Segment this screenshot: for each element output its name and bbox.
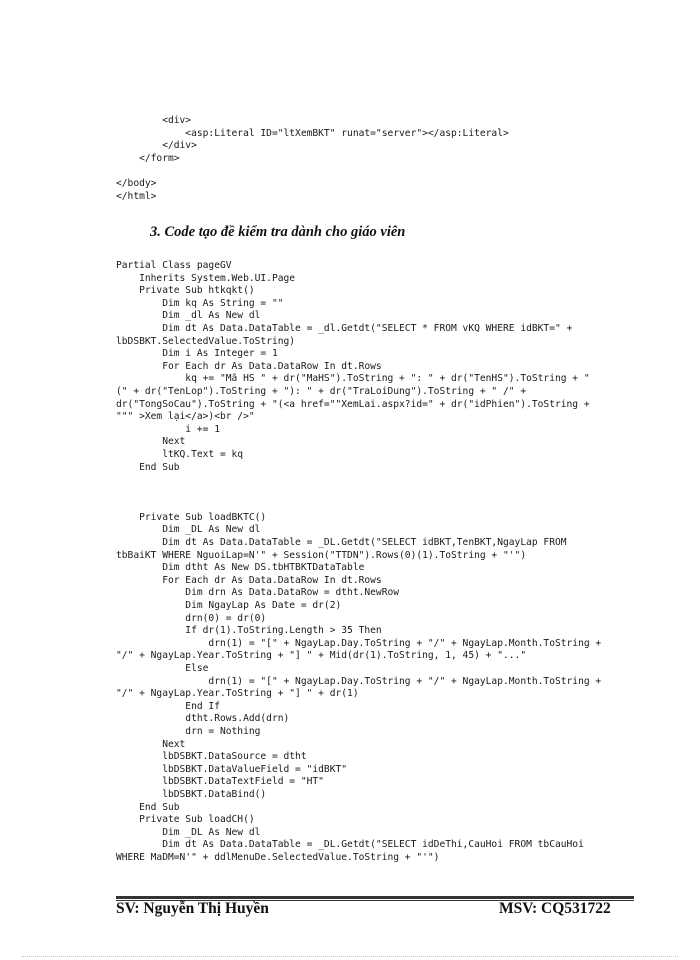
- code-line: Dim _DL As New dl: [116, 524, 261, 536]
- code-line: For Each dr As Data.DataRow In dt.Rows: [116, 574, 382, 586]
- code-line: [116, 499, 636, 512]
- code-line: lbDSBKT.DataSource = dtht: [116, 751, 307, 763]
- code-line: Dim dt As Data.DataTable = _DL.Getdt("SELECT idBKT,TenBKT,NgayLap FROM: [116, 537, 567, 549]
- code-line: tbBaiKT WHERE NguoiLap=N'" + Session("TTDN").Rows(0)(1).ToString + "'"): [116, 549, 527, 561]
- code-line: Dim NgayLap As Date = dr(2): [116, 600, 342, 612]
- code-line: lbDSBKT.DataBind(): [116, 788, 267, 800]
- code-line: Private Sub loadCH(): [116, 814, 255, 826]
- code-line: Else: [116, 663, 209, 674]
- code-line: drn(0) = dr(0): [116, 612, 267, 624]
- code-line: lbDSBKT.DataValueField = "idBKT": [116, 763, 348, 775]
- code-line: <asp:Literal ID="ltXemBKT" runat="server"></asp:Literal>: [116, 127, 509, 139]
- code-line: Dim _DL As New dl: [116, 826, 261, 838]
- footer-student-id: MSV: CQ531722: [499, 900, 611, 917]
- section-heading: 3. Code tạo đề kiểm tra dành cho giáo viên: [150, 224, 406, 240]
- code-line: Dim dt As Data.DataTable = _DL.Getdt("SELECT idDeThi,CauHoi FROM tbCauHoi: [116, 839, 584, 851]
- code-line: Inherits System.Web.UI.Page: [116, 272, 296, 284]
- code-line: End Sub: [116, 801, 180, 813]
- code-line: Next: [116, 436, 186, 448]
- code-line: Partial Class pageGV: [116, 260, 232, 271]
- code-line: Private Sub htkqkt(): [116, 285, 255, 297]
- footer-student-name: SV: Nguyễn Thị Huyền: [116, 900, 269, 917]
- code-line: dtht.Rows.Add(drn): [116, 713, 290, 725]
- code-line: (" + dr("TenLop").ToString + "): " + dr("TraLoiDung").ToString + " /" +: [116, 385, 527, 397]
- code-line: </body>: [116, 177, 157, 189]
- code-line: "/" + NgayLap.Year.ToString + "] " + Mid(dr(1).ToString, 1, 45) + "...": [116, 650, 527, 662]
- code-line: For Each dr As Data.DataRow In dt.Rows: [116, 360, 382, 372]
- code-line: drn = Nothing: [116, 725, 261, 737]
- code-line: "/" + NgayLap.Year.ToString + "] " + dr(1): [116, 688, 359, 700]
- code-line: Dim i As Integer = 1: [116, 348, 278, 360]
- code-line: Dim dt As Data.DataTable = _dl.Getdt("SELECT * FROM vKQ WHERE idBKT=" +: [116, 322, 573, 334]
- code-line: Dim kq As String = "": [116, 297, 284, 309]
- code-line: <div>: [116, 115, 192, 126]
- code-block-vb: [116, 260, 636, 865]
- footer-rule-thick: [116, 896, 634, 899]
- code-line: If dr(1).ToString.Length > 35 Then: [116, 625, 382, 637]
- code-line: Dim dtht As New DS.tbHTBKTDataTable: [116, 562, 365, 574]
- code-block-html: [116, 115, 636, 203]
- code-line: Next: [116, 738, 186, 750]
- code-line: End If: [116, 700, 220, 712]
- code-line: End Sub: [116, 461, 180, 473]
- code-line: [116, 474, 636, 487]
- code-line: </form>: [116, 152, 180, 164]
- page-bottom-edge: [22, 956, 678, 957]
- code-line: kq += "Mã HS " + dr("MaHS").ToString + ": " + dr("TenHS").ToString + ": [116, 373, 590, 385]
- code-line: </html>: [116, 190, 157, 202]
- code-line: dr("TongSoCau").ToString + "(<a href=""XemLai.aspx?id=" + dr("idPhien").ToString +: [116, 398, 590, 410]
- code-line: Private Sub loadBKTC(): [116, 511, 267, 523]
- code-line: lbDSBKT.SelectedValue.ToString): [116, 335, 296, 347]
- code-line: Dim _dl As New dl: [116, 310, 261, 322]
- code-line: drn(1) = "[" + NgayLap.Day.ToString + "/" + NgayLap.Month.ToString +: [116, 675, 602, 687]
- code-line: lbDSBKT.DataTextField = "HT": [116, 776, 324, 788]
- code-line: [116, 487, 636, 500]
- code-line: </div>: [116, 140, 197, 152]
- code-line: WHERE MaDM=N'" + ddlMenuDe.SelectedValue.ToString + "'"): [116, 851, 440, 863]
- code-line: ltKQ.Text = kq: [116, 448, 244, 460]
- code-line: """ >Xem lại</a>)<br />": [116, 411, 255, 423]
- code-line: Dim drn As Data.DataRow = dtht.NewRow: [116, 587, 400, 599]
- code-line: drn(1) = "[" + NgayLap.Day.ToString + "/" + NgayLap.Month.ToString +: [116, 637, 602, 649]
- code-line: [116, 165, 636, 178]
- code-line: i += 1: [116, 423, 220, 435]
